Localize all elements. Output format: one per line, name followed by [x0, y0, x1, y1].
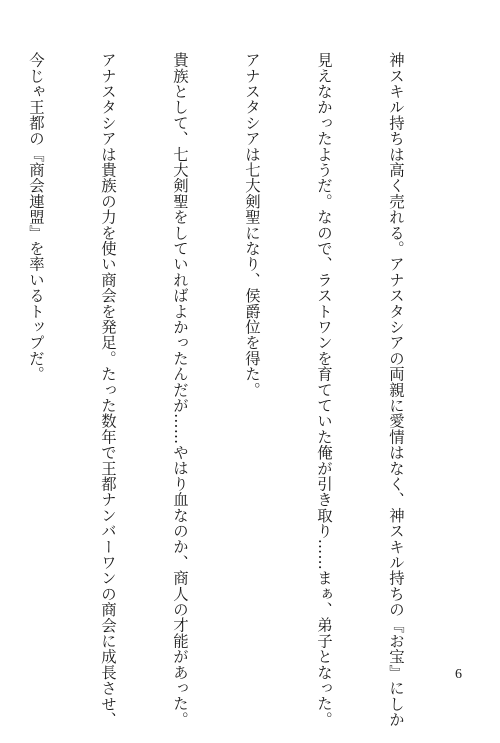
text-line-6: 今じゃ王都の『商会連盟』を率いるトップだ。	[27, 52, 45, 382]
text-line-5: アナスタシアは貴族の力を使い商会を発足。たった数年で王都ナンバーワンの商会に成長させ、	[99, 52, 117, 728]
vertical-text-body	[27, 52, 456, 728]
page-number: 6	[455, 667, 462, 682]
text-line-2: 見えなかったようだ。なので、ラストワンを育てていた俺が引き取り……まぁ、弟子となった。	[315, 52, 333, 728]
text-line-3: アナスタシアは七大剣聖になり、侯爵位を得た。	[243, 52, 261, 398]
text-line-1: 神スキル持ちは高く売れる。アナスタシアの両親に愛情はなく、神スキル持ちの『お宝』にしか	[387, 52, 405, 728]
text-line-4: 貴族として、七大剣聖をしていればよかったんだが……やはり血なのか、商人の才能があった。	[171, 52, 189, 728]
